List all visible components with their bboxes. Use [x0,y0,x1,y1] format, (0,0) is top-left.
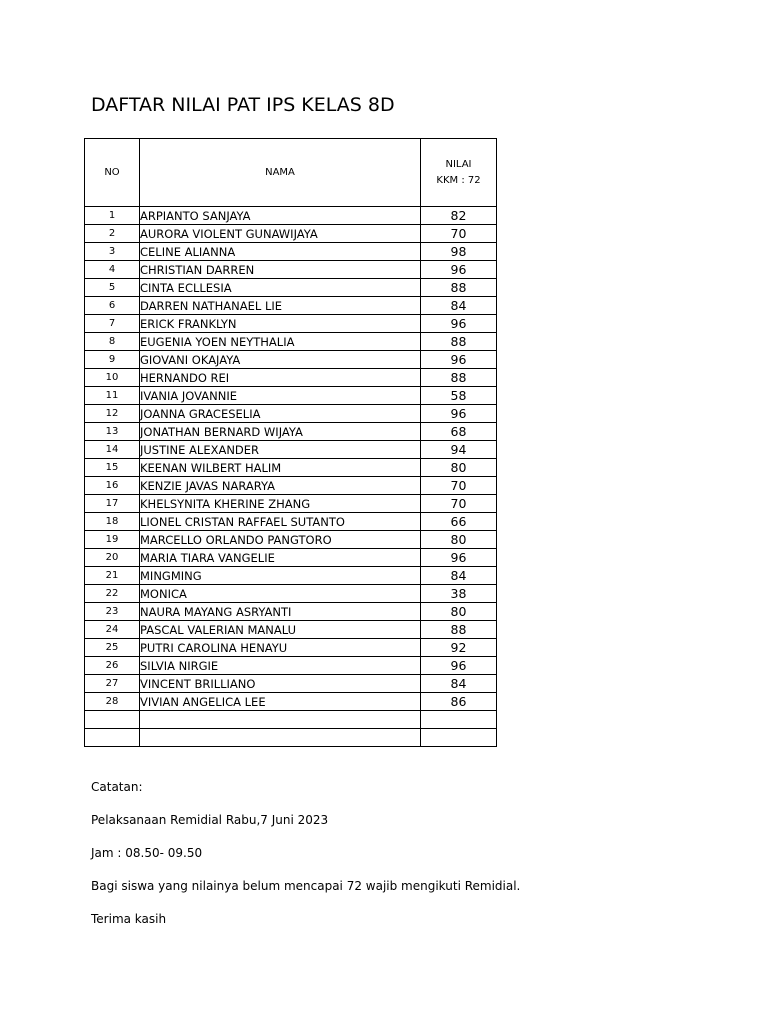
row-number: 8 [85,333,140,351]
table-row [85,603,497,621]
student-name: MARCELLO ORLANDO PANGTORO [140,531,421,549]
student-score: 88 [421,333,497,351]
row-number: 26 [85,657,140,675]
student-name: SILVIA NIRGIE [140,657,421,675]
row-number: 6 [85,297,140,315]
table-row [85,351,497,369]
student-name: GIOVANI OKAJAYA [140,351,421,369]
row-number: 21 [85,567,140,585]
student-name: KEENAN WILBERT HALIM [140,459,421,477]
student-score: 58 [421,387,497,405]
row-number: 15 [85,459,140,477]
row-number: 23 [85,603,140,621]
student-score: 96 [421,351,497,369]
student-name: EUGENIA YOEN NEYTHALIA [140,333,421,351]
header-no: NO [85,139,140,207]
header-kkm-label: KKM : 72 [436,175,481,186]
student-name: KHELSYNITA KHERINE ZHANG [140,495,421,513]
student-score: 70 [421,225,497,243]
student-name: AURORA VIOLENT GUNAWIJAYA [140,225,421,243]
table-row [85,549,497,567]
student-name: HERNANDO REI [140,369,421,387]
table-row [85,675,497,693]
student-score: 96 [421,261,497,279]
table-row [85,279,497,297]
notes-closing: Terima kasih [91,912,167,926]
student-name: MINGMING [140,567,421,585]
notes-section [91,779,520,944]
table-row [85,495,497,513]
row-number: 7 [85,315,140,333]
student-name: KENZIE JAVAS NARARYA [140,477,421,495]
row-number: 10 [85,369,140,387]
student-name: MONICA [140,585,421,603]
student-score: 84 [421,675,497,693]
student-score: 88 [421,369,497,387]
page-title: DAFTAR NILAI PAT IPS KELAS 8D [91,94,395,116]
table-row [85,243,497,261]
table-row [85,441,497,459]
student-score: 86 [421,693,497,711]
table-row [85,729,497,747]
header-value [421,139,497,207]
student-name: CHRISTIAN DARREN [140,261,421,279]
table-row [85,639,497,657]
student-score: 98 [421,243,497,261]
student-score [421,729,497,747]
student-score: 96 [421,405,497,423]
row-number: 1 [85,207,140,225]
student-score: 96 [421,549,497,567]
student-name: ARPIANTO SANJAYA [140,207,421,225]
table-row [85,585,497,603]
table-row [85,513,497,531]
student-score: 94 [421,441,497,459]
row-number: 14 [85,441,140,459]
student-name: MARIA TIARA VANGELIE [140,549,421,567]
student-score: 96 [421,315,497,333]
student-score: 70 [421,477,497,495]
student-score: 68 [421,423,497,441]
row-number: 24 [85,621,140,639]
student-score: 82 [421,207,497,225]
student-name [140,711,421,729]
table-row [85,207,497,225]
table-header-row [85,139,497,207]
student-score: 80 [421,531,497,549]
student-name: PUTRI CAROLINA HENAYU [140,639,421,657]
table-row [85,711,497,729]
table-row [85,369,497,387]
row-number [85,711,140,729]
student-name: PASCAL VALERIAN MANALU [140,621,421,639]
table-row [85,225,497,243]
row-number: 12 [85,405,140,423]
table-row [85,387,497,405]
student-name: LIONEL CRISTAN RAFFAEL SUTANTO [140,513,421,531]
row-number: 5 [85,279,140,297]
row-number: 13 [85,423,140,441]
row-number: 16 [85,477,140,495]
row-number [85,729,140,747]
student-score: 38 [421,585,497,603]
row-number: 2 [85,225,140,243]
row-number: 11 [85,387,140,405]
notes-rule: Bagi siswa yang nilainya belum mencapai 72 wajib mengikuti Remidial. [91,879,521,893]
table-row [85,459,497,477]
table-row [85,657,497,675]
row-number: 27 [85,675,140,693]
grades-table [84,138,497,747]
row-number: 3 [85,243,140,261]
table-row [85,531,497,549]
student-name [140,729,421,747]
student-name: DARREN NATHANAEL LIE [140,297,421,315]
student-score: 84 [421,297,497,315]
student-score [421,711,497,729]
table-row [85,477,497,495]
table-row [85,423,497,441]
student-score: 92 [421,639,497,657]
row-number: 20 [85,549,140,567]
student-name: ERICK FRANKLYN [140,315,421,333]
row-number: 25 [85,639,140,657]
table-row [85,693,497,711]
row-number: 18 [85,513,140,531]
student-score: 80 [421,603,497,621]
notes-time: Jam : 08.50- 09.50 [91,846,203,860]
student-name: IVANIA JOVANNIE [140,387,421,405]
notes-schedule: Pelaksanaan Remidial Rabu,7 Juni 2023 [91,813,329,827]
row-number: 28 [85,693,140,711]
row-number: 9 [85,351,140,369]
grades-table-body [85,207,497,747]
student-score: 70 [421,495,497,513]
student-name: CELINE ALIANNA [140,243,421,261]
student-name: JUSTINE ALEXANDER [140,441,421,459]
row-number: 17 [85,495,140,513]
notes-heading: Catatan: [91,780,143,794]
row-number: 19 [85,531,140,549]
header-value-label: NILAI [445,159,472,170]
student-name: NAURA MAYANG ASRYANTI [140,603,421,621]
table-row [85,621,497,639]
table-row [85,297,497,315]
student-score: 66 [421,513,497,531]
table-row [85,567,497,585]
student-score: 80 [421,459,497,477]
student-score: 84 [421,567,497,585]
table-row [85,333,497,351]
student-name: VINCENT BRILLIANO [140,675,421,693]
row-number: 4 [85,261,140,279]
table-row [85,405,497,423]
student-score: 88 [421,279,497,297]
row-number: 22 [85,585,140,603]
student-name: VIVIAN ANGELICA LEE [140,693,421,711]
header-name: NAMA [140,139,421,207]
student-score: 88 [421,621,497,639]
table-row [85,315,497,333]
table-row [85,261,497,279]
student-name: JONATHAN BERNARD WIJAYA [140,423,421,441]
student-score: 96 [421,657,497,675]
student-name: CINTA ECLLESIA [140,279,421,297]
student-name: JOANNA GRACESELIA [140,405,421,423]
